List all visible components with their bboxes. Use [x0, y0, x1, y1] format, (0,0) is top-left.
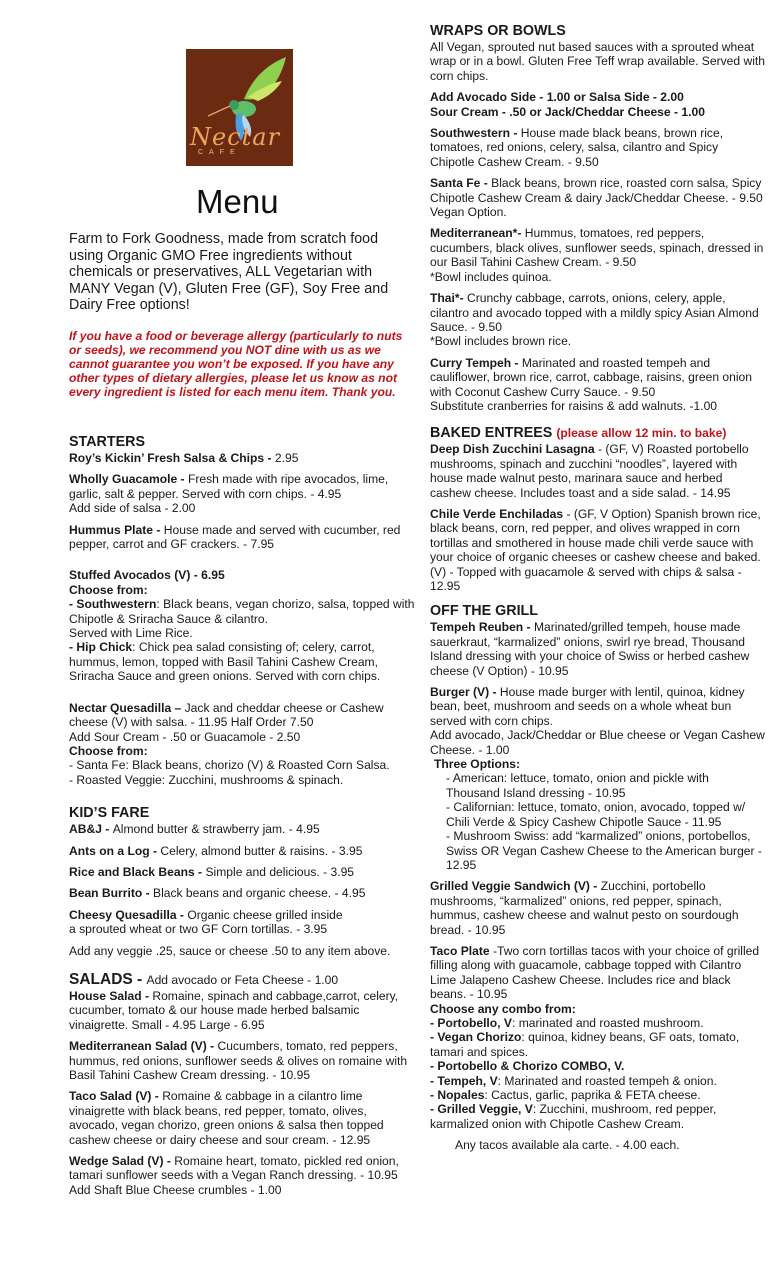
section-heading: OFF THE GRILL — [430, 603, 539, 620]
item-desc: House made burger with lentil, quinoa, kidney bean, beet, mushroom and seeds on a whole wheat bun served with corn chips. — [430, 685, 745, 728]
item-name: Chile Verde Enchiladas — [430, 506, 564, 521]
item-name: Taco Plate — [430, 943, 493, 958]
intro-text: Farm to Fork Goodness, made from scratch food using Organic GMO Free ingredients without chemicals or preservatives, ALL Vegetarian with MANY Vegan (V), Gluten Free (GF), Soy Free and Dairy Free options! — [69, 231, 389, 314]
option: - American: lettuce, tomato, onion and pickle with Thousand Island dressing - 10.95 — [446, 771, 709, 800]
item-name: Thai*- — [430, 291, 467, 306]
logo-brand-name: Nectar — [190, 123, 281, 151]
choose-label: Choose any combo from: — [430, 1001, 576, 1016]
baked-section — [430, 425, 765, 593]
section-heading-text: SALADS - — [69, 970, 147, 988]
menu-item — [430, 126, 765, 169]
item-desc-2: a sprouted wheat or two GF Corn tortillas. - 3.95 — [69, 922, 328, 937]
choose-label: Three Options: — [434, 757, 521, 772]
item-extra: *Bowl includes brown rice. — [430, 334, 572, 349]
item-desc: Romaine heart, tomato, pickled red onion, tamari sunflower seeds with a Vegan Ranch dressing. - 10.95 — [69, 1154, 399, 1183]
item-name: Taco Salad (V) - — [69, 1089, 163, 1104]
section-heading-text: BAKED ENTREES — [430, 425, 557, 442]
kids-note: Add any veggie .25, sauce or cheese .50 to any item above. — [69, 943, 391, 958]
item-name: House Salad - — [69, 988, 153, 1003]
item-name: Santa Fe - — [430, 176, 492, 191]
item-desc: Marinated and roasted tempeh and cauliflower, brown rice, carrot, cabbage, raisins, green onion with Coconut Cashew Curry Sauce. - 9.50 — [430, 355, 752, 399]
menu-item — [69, 1154, 419, 1197]
item-name: Cheesy Quesadilla - — [69, 907, 188, 922]
item-desc: Jack and cheddar cheese or Cashew cheese (V) with salsa. - 11.95 Half Order 7.50 — [69, 700, 384, 730]
menu-item — [430, 944, 765, 1153]
menu-item — [69, 822, 419, 836]
option-text: : Marinated and roasted tempeh & onion. — [497, 1073, 717, 1088]
menu-item — [69, 1089, 419, 1147]
item-desc: Organic cheese grilled inside — [187, 907, 343, 922]
item-name: Nectar Quesadilla – — [69, 700, 185, 715]
option-text: : Black beans, vegan chorizo, salsa, topped with Chipotle & Sriracha Sauce & cilantro. — [69, 597, 415, 626]
wraps-section — [430, 23, 765, 413]
allergy-notice: If you have a food or beverage allergy (particularly to nuts or seeds), we recommend you NOT dine with us as we cannot guarantee you won’t be exposed. If you have any other types of dietary allergies, please let us know as not every ingredient is listed for each menu item. Thank you. — [69, 329, 403, 399]
item-desc: Marinated/grilled tempeh, house made sauerkraut, “karmalized” onions, swirl rye bread, Thousand Island dressing with your choice of Swiss or herbed cashew cheese (V Option) - 10.95 — [430, 620, 750, 678]
menu-item — [69, 701, 419, 787]
section-heading: KID’S FARE — [69, 805, 150, 822]
item-desc: Cucumbers, tomato, red peppers, hummus, red onions, sunflower seeds & olives on romaine with Basil Tahini Cashew Cream dressing. - 10.95 — [69, 1039, 408, 1082]
item-desc: -Two corn tortillas tacos with your choice of grilled filling along with guacamole, cabbage topped with Cilantro Lime Jalapeno Cashew Cheese. Includes rice and black beans. - 10.95 — [430, 943, 760, 1002]
option-text: : Chick pea salad consisting of; celery, carrot, hummus, lemon, topped with Basil Tahini Cashew Cream, Sriracha Sauce and green onions. Served with corn chips. — [69, 640, 381, 684]
item-desc: Black beans and organic cheese. - 4.95 — [153, 886, 366, 901]
menu-item — [69, 523, 419, 552]
menu-item — [69, 568, 419, 683]
item-desc: Hummus, tomatoes, red peppers, cucumbers, black olives, sunflower seeds, spinach, dressed in our Basil Tahini Cashew Cream. - 9.50 — [430, 226, 764, 270]
option-text: : Zucchini, mushroom, red pepper, karmalized onion with Chipotle Cashew Cream. — [430, 1102, 717, 1131]
item-desc: Almond butter & strawberry jam. - 4.95 — [112, 822, 320, 837]
option-extra: Served with Lime Rice. — [69, 626, 193, 641]
item-extra: Substitute cranberries for raisins & add walnuts. -1.00 — [430, 398, 718, 413]
option-label: - Tempeh, V — [430, 1073, 498, 1088]
item-extra: Add Shaft Blue Cheese crumbles - 1.00 — [69, 1182, 282, 1197]
menu-item — [430, 291, 765, 349]
page-title: Menu — [196, 183, 279, 220]
item-extra: Add Sour Cream - .50 or Guacamole - 2.50 — [69, 729, 301, 744]
item-name: Southwestern - — [430, 126, 521, 141]
item-extra: *Bowl includes quinoa. — [430, 269, 552, 284]
item-desc: Romaine & cabbage in a cilantro lime vinaigrette with black beans, red pepper, tomato, olives, avocado, vegan chorizo, green onions & salsa then topped cashew cheese or dairy cheese and sour cream. - 12.95 — [69, 1089, 384, 1147]
item-desc: Crunchy cabbage, carrots, onions, celery, apple, cilantro and avocado topped with a mildly spicy Asian Almond Sauce. - 9.50 — [430, 291, 759, 334]
option-label: - Vegan Chorizo — [430, 1030, 522, 1045]
item-name: Hummus Plate - — [69, 522, 164, 537]
taco-footer-note: Any tacos available ala carte. - 4.00 each. — [455, 1138, 680, 1153]
item-desc: Romaine, spinach and cabbage,carrot, celery, cucumber, tomato & our house made herbed balsamic vinaigrette. Small - 4.95 Large - 6.95 — [69, 988, 399, 1032]
addon-line: Sour Cream - .50 or Jack/Cheddar Cheese - 1.00 — [430, 104, 705, 119]
item-desc: House made and served with cucumber, red pepper, carrot and GF crackers. - 7.95 — [69, 522, 401, 552]
item-name: Roy’s Kickin’ Fresh Salsa & Chips - — [69, 451, 275, 465]
choose-label: Choose from: — [69, 582, 148, 597]
item-name: Mediterranean Salad (V) - — [69, 1039, 218, 1054]
kids-section — [69, 805, 419, 958]
item-extra: Add avocado, Jack/Cheddar or Blue cheese or Vegan Cashew Cheese. - 1.00 — [430, 728, 765, 757]
menu-item — [430, 879, 765, 937]
item-desc: Celery, almond butter & raisins. - 3.95 — [160, 843, 363, 858]
menu-item — [69, 989, 419, 1032]
salads-section — [69, 972, 419, 1197]
grill-section — [430, 603, 765, 1152]
starters-section — [69, 434, 419, 787]
item-name: Curry Tempeh - — [430, 355, 522, 370]
section-heading: STARTERS — [69, 434, 145, 450]
item-name: Grilled Veggie Sandwich (V) - — [430, 879, 601, 894]
menu-item — [69, 451, 419, 465]
option: - Mushroom Swiss: add “karmalized” onions, portobellos, Swiss OR Vegan Cashew Cheese to the American burger - 12.95 — [446, 829, 762, 872]
option-label: - Portobello & Chorizo COMBO, V. — [430, 1059, 625, 1074]
logo-subtitle: CAFE — [198, 149, 241, 156]
item-desc: Simple and delicious. - 3.95 — [205, 864, 355, 879]
item-desc: House made black beans, brown rice, tomatoes, red onions, celery, salsa, cilantro and Spicy Chipotle Cashew Cream. - 9.50 — [430, 126, 724, 169]
item-desc: Zucchini, portobello mushrooms, “karmalized” onions, red pepper, spinach, hummus, cashew cheese and walnut pesto on sourdough bread. - 10.95 — [430, 879, 739, 937]
option-label: - Grilled Veggie, V — [430, 1102, 533, 1117]
menu-item — [430, 507, 765, 593]
item-desc: Black beans, brown rice, roasted corn salsa, Spicy Chipotle Cashew Cream & dairy Jack/Cheddar Cheese. - 9.50 Vegan Option. — [430, 176, 763, 220]
menu-item — [430, 685, 765, 872]
option: - Roasted Veggie: Zucchini, mushrooms & spinach. — [69, 772, 344, 787]
nectar-cafe-logo — [186, 49, 293, 166]
option: - Californian: lettuce, tomato, onion, avocado, topped w/ Chili Verde & Spicy Cashew Chipotle Sauce - 11.95 — [446, 800, 746, 829]
section-heading — [430, 425, 765, 441]
option-label: - Southwestern — [69, 597, 157, 612]
menu-item — [69, 1039, 419, 1082]
menu-item — [430, 442, 765, 500]
menu-item — [69, 886, 419, 900]
menu-item — [69, 844, 419, 858]
menu-item — [69, 865, 419, 879]
section-intro: All Vegan, sprouted nut based sauces with a sprouted wheat wrap or in a bowl. Gluten Free Teff wrap available. Served with corn chips. — [430, 40, 765, 83]
menu-item — [430, 176, 765, 219]
choose-label: Choose from: — [69, 743, 148, 758]
item-desc: - (GF, V) Roasted portobello mushrooms, spinach and zucchini “noodles”, layered with house made walnut pesto, marinara sauce and herbed cashew cheese. Includes toast and a side salad. - 14.95 — [430, 442, 749, 500]
menu-item — [430, 620, 765, 678]
menu-item — [69, 472, 419, 515]
option-text: : marinated and roasted mushroom. — [511, 1015, 704, 1030]
left-column — [69, 434, 419, 1197]
section-note: Add avocado or Feta Cheese - 1.00 — [146, 972, 339, 987]
item-extra: Add side of salsa - 2.00 — [69, 501, 196, 516]
item-name: Wedge Salad (V) - — [69, 1154, 175, 1169]
bake-time-note: (please allow 12 min. to bake) — [556, 426, 727, 441]
item-name: Wholly Guacamole - — [69, 472, 188, 487]
menu-item — [69, 908, 419, 937]
item-name: Tempeh Reuben - — [430, 620, 534, 635]
section-heading: WRAPS OR BOWLS — [430, 23, 566, 39]
menu-item — [430, 226, 765, 284]
option: - Santa Fe: Black beans, chorizo (V) & Roasted Corn Salsa. — [69, 758, 390, 773]
section-heading — [69, 972, 419, 988]
addon-line: Add Avocado Side - 1.00 or Salsa Side - 2.00 — [430, 90, 684, 105]
item-name: Rice and Black Beans - — [69, 864, 206, 879]
item-desc: 2.95 — [274, 451, 299, 465]
option-label: - Portobello, V — [430, 1015, 512, 1030]
option-label: - Hip Chick — [69, 640, 133, 655]
item-desc: - (GF, V Option) Spanish brown rice, black beans, corn, red pepper, and olives wrapped in corn tortillas and smothered in house made chili verde sauce with your choice of organic cheeses or cashew cheese and baked. (V) - Topped with guacamole & served with chips & salsa - 12.95 — [430, 506, 761, 593]
item-desc: Fresh made with ripe avocados, lime, garlic, salt & pepper. Served with corn chips. - 4.95 — [69, 472, 389, 501]
item-name: Bean Burrito - — [69, 886, 153, 901]
item-name: Mediterranean*- — [430, 226, 525, 241]
item-name: Stuffed Avocados (V) - 6.95 — [69, 568, 225, 583]
option-text: : quinoa, kidney beans, GF oats, tomato, tamari and spices. — [430, 1030, 740, 1059]
menu-item — [430, 356, 765, 414]
item-name: Ants on a Log - — [69, 843, 161, 858]
item-name: Burger (V) - — [430, 685, 500, 700]
option-label: - Nopales — [430, 1088, 485, 1102]
item-name: Deep Dish Zucchini Lasagna — [430, 442, 595, 457]
addons — [430, 90, 765, 119]
right-column — [430, 23, 765, 1153]
item-name: AB&J - — [69, 822, 113, 837]
option-text: : Cactus, garlic, paprika & FETA cheese. — [484, 1088, 701, 1102]
